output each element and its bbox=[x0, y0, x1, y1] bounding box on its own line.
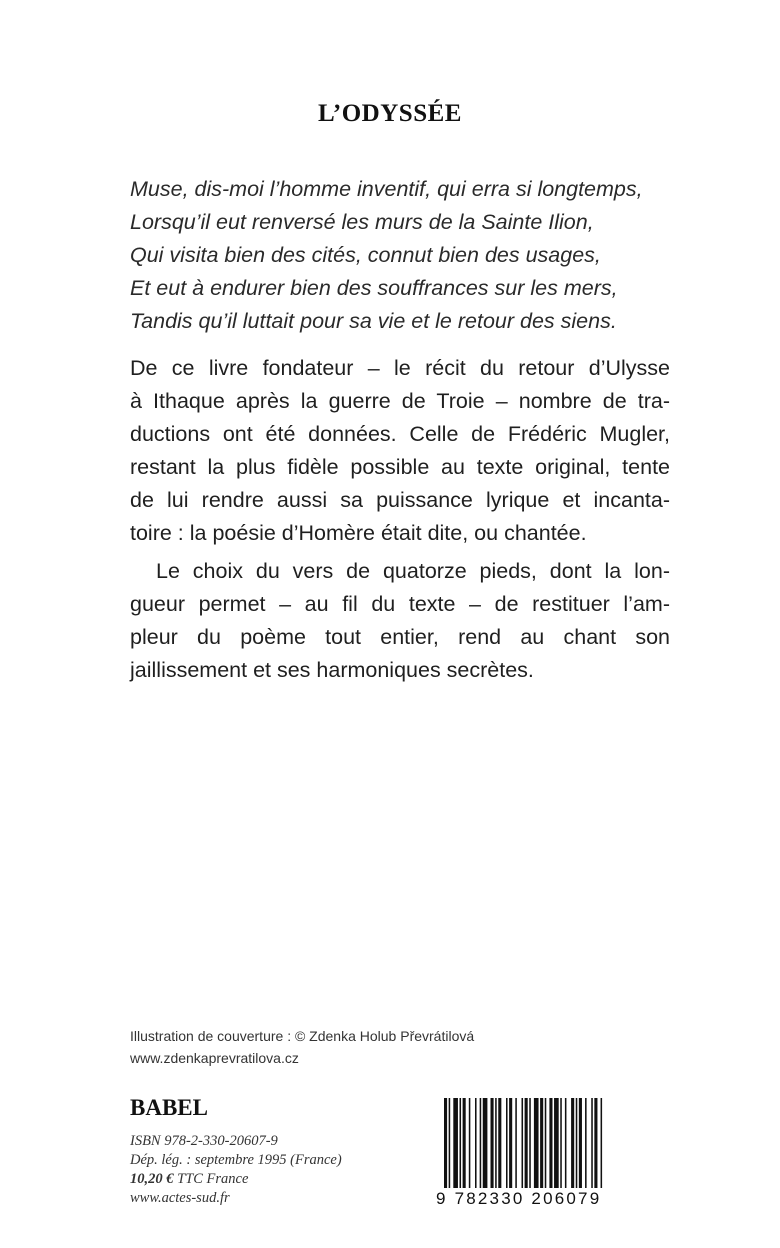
barcode-bars bbox=[436, 1098, 648, 1190]
barcode-bar bbox=[522, 1098, 524, 1188]
barcode-bar bbox=[506, 1098, 508, 1188]
description-line: jaillissement et ses harmoniques secrètes. bbox=[130, 658, 534, 682]
publisher-website: www.actes-sud.fr bbox=[130, 1190, 230, 1206]
publisher-name: BABEL bbox=[130, 1095, 208, 1120]
legal-deposit: Dép. lég. : septembre 1995 (France) bbox=[130, 1152, 342, 1168]
legal-info bbox=[130, 1132, 342, 1208]
description-paragraph-1 bbox=[130, 352, 670, 550]
illustration-credit: Illustration de couverture : © Zdenka Holub Převrátilová bbox=[130, 1028, 475, 1044]
barcode-bar bbox=[576, 1098, 578, 1188]
verse-line: Tandis qu’il luttait pour sa vie et le retour des siens. bbox=[130, 309, 617, 333]
description-line: à Ithaque après la guerre de Troie – nombre de tra- bbox=[130, 389, 670, 413]
barcode-bar bbox=[475, 1098, 477, 1188]
barcode-bar bbox=[463, 1098, 466, 1188]
verse-line: Muse, dis-moi l’homme inventif, qui erra si longtemps, bbox=[130, 177, 643, 201]
barcode-bar bbox=[545, 1098, 547, 1188]
description-line: ductions ont été données. Celle de Frédéric Mugler, bbox=[130, 422, 670, 446]
price-amount: 10,20 € bbox=[130, 1171, 174, 1187]
isbn: ISBN 978-2-330-20607-9 bbox=[130, 1133, 278, 1149]
barcode-bar bbox=[525, 1098, 528, 1188]
barcode-bar bbox=[565, 1098, 567, 1188]
barcode-bar bbox=[534, 1098, 539, 1188]
barcode-bar bbox=[495, 1098, 497, 1188]
barcode-bar bbox=[453, 1098, 458, 1188]
barcode-bar bbox=[579, 1098, 582, 1188]
book-description bbox=[130, 352, 670, 687]
barcode-bar bbox=[498, 1098, 501, 1188]
illustrator-website: www.zdenkaprevratilova.cz bbox=[130, 1050, 299, 1066]
barcode-bar bbox=[515, 1098, 517, 1188]
description-line: gueur permet – au fil du texte – de restituer l’am- bbox=[130, 592, 670, 616]
description-line: de lui rendre aussi sa puissance lyrique et incanta- bbox=[130, 488, 670, 512]
opening-verse bbox=[130, 173, 690, 338]
description-paragraph-2 bbox=[130, 555, 670, 687]
barcode-bar bbox=[601, 1098, 603, 1188]
verse-line: Qui visita bien des cités, connut bien des usages, bbox=[130, 243, 601, 267]
description-line: De ce livre fondateur – le récit du retour d’Ulysse bbox=[130, 356, 670, 380]
barcode-bar bbox=[554, 1098, 559, 1188]
barcode-bar bbox=[585, 1098, 587, 1188]
barcode-bar bbox=[560, 1098, 562, 1188]
barcode-bar bbox=[540, 1098, 543, 1188]
description-line: Le choix du vers de quatorze pieds, dont la lon- bbox=[156, 559, 670, 583]
description-line: toire : la poésie d’Homère était dite, ou chantée. bbox=[130, 521, 587, 545]
barcode-bar bbox=[469, 1098, 471, 1188]
description-line: restant la plus fidèle possible au texte original, tente bbox=[130, 455, 670, 479]
book-title: L’ODYSSÉE bbox=[318, 100, 462, 127]
barcode-bar bbox=[483, 1098, 488, 1188]
barcode-bar bbox=[444, 1098, 447, 1188]
cover-credits bbox=[130, 1025, 474, 1069]
barcode-bar bbox=[460, 1098, 462, 1188]
price bbox=[130, 1170, 342, 1189]
description-line: pleur du poème tout entier, rend au chant son bbox=[130, 625, 670, 649]
barcode-bar bbox=[571, 1098, 574, 1188]
barcode-bar bbox=[549, 1098, 552, 1188]
barcode-bar bbox=[509, 1098, 512, 1188]
verse-line: Lorsqu’il eut renversé les murs de la Sainte Ilion, bbox=[130, 210, 594, 234]
barcode-digits: 9 782330 206079 bbox=[436, 1189, 602, 1208]
verse-line: Et eut à endurer bien des souffrances sur les mers, bbox=[130, 276, 618, 300]
barcode-bar bbox=[480, 1098, 482, 1188]
barcode-bar bbox=[529, 1098, 531, 1188]
price-suffix: TTC France bbox=[173, 1171, 249, 1187]
barcode-bar bbox=[591, 1098, 593, 1188]
barcode-bar bbox=[594, 1098, 597, 1188]
barcode-bar bbox=[491, 1098, 494, 1188]
barcode-bar bbox=[449, 1098, 451, 1188]
